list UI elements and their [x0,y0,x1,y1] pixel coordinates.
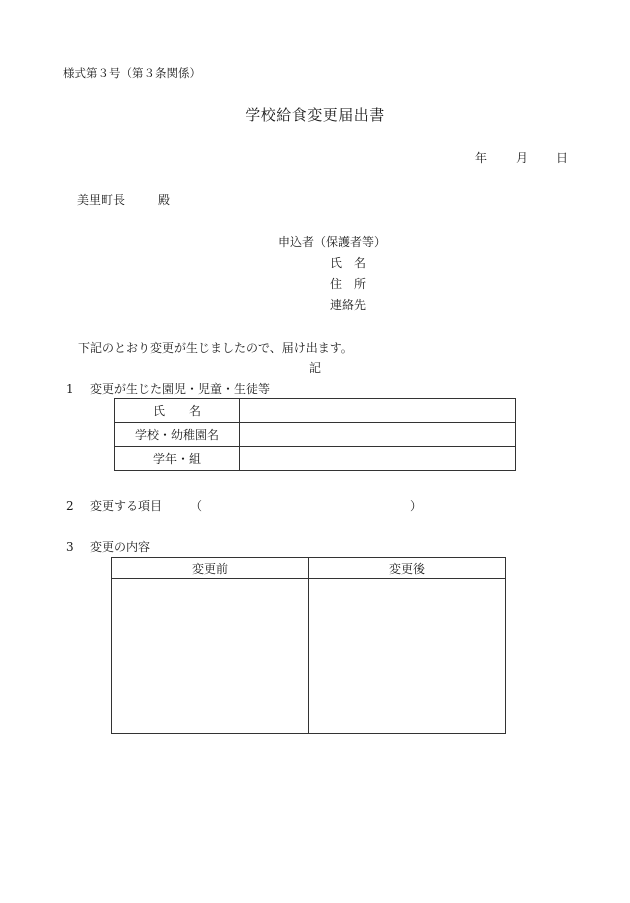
before-change-field[interactable] [112,579,309,734]
school-name-field[interactable] [240,423,516,447]
student-name-field[interactable] [240,399,516,423]
section2-open-paren: （ [190,499,203,513]
addressee-name: 美里町長 [77,193,126,207]
applicant-label: 申込者（保護者等） [278,235,387,249]
form-number: 様式第３号（第３条関係） [63,66,201,80]
change-content-table [111,557,506,734]
section1-number: 1 [66,382,74,396]
applicant-name-label: 氏 名 [330,256,367,270]
date-day-label: 日 [556,151,569,165]
grade-class-label: 学年・組 [115,447,240,471]
after-change-header: 変更後 [309,558,506,579]
applicant-contact-label: 連絡先 [330,298,367,312]
section2-title: 変更する項目 [90,499,163,513]
section2-number: 2 [66,499,74,513]
section3-title: 変更の内容 [90,540,151,554]
section1-title: 変更が生じた園児・児童・生徒等 [90,382,271,396]
school-name-label: 学校・幼稚園名 [115,423,240,447]
addressee-honorific: 殿 [158,193,171,207]
table-row [115,447,516,471]
student-info-table [114,398,516,471]
section3-number: 3 [66,540,74,554]
document-title: 学校給食変更届出書 [245,106,385,124]
table-header-row [112,558,506,579]
ki-label: 記 [308,361,321,375]
student-name-label: 氏 名 [115,399,240,423]
table-row [112,579,506,734]
before-change-header: 変更前 [112,558,309,579]
date-month-label: 月 [516,151,529,165]
date-year-label: 年 [475,151,488,165]
section2-close-paren: ） [410,499,423,513]
intro-text: 下記のとおり変更が生じましたので、届け出ます。 [78,341,353,355]
applicant-address-label: 住 所 [330,277,367,291]
grade-class-field[interactable] [240,447,516,471]
table-row [115,423,516,447]
table-row [115,399,516,423]
after-change-field[interactable] [309,579,506,734]
